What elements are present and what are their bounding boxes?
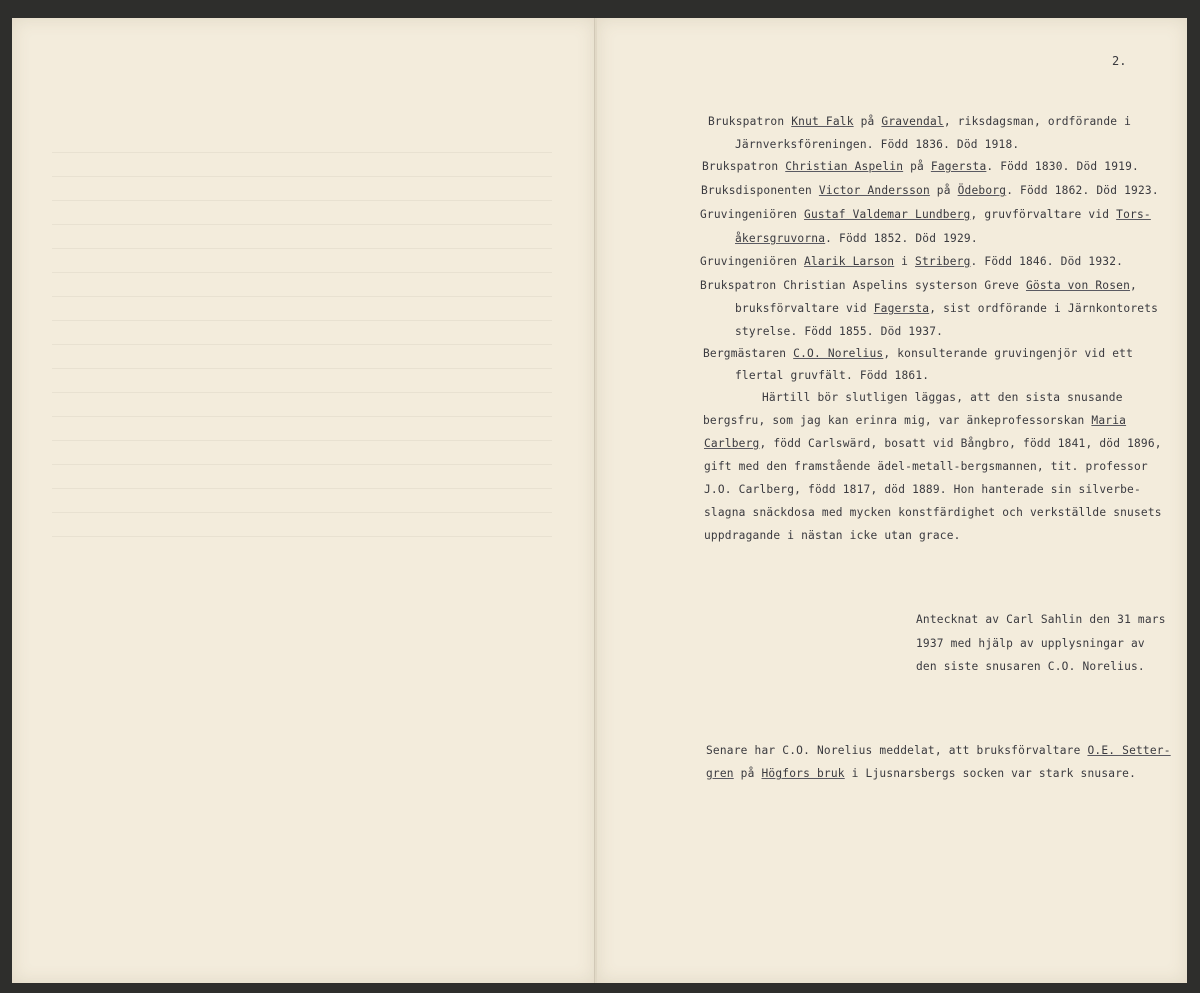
text-line	[735, 139, 1019, 150]
text-line	[703, 415, 1126, 426]
text-run: J.O. Carlberg, född 1817, död 1889. Hon hanterade sin silverbe-	[704, 483, 1141, 496]
text-run: . Född 1862. Död 1923.	[1006, 184, 1159, 197]
text-run: slagna snäckdosa med mycken konstfärdighet och verkställde snusets	[704, 506, 1162, 519]
page-number: 2.	[1112, 54, 1127, 68]
underlined-name: Striberg	[915, 255, 971, 268]
text-line	[735, 303, 1158, 314]
text-run: . Född 1852. Död 1929.	[825, 232, 978, 245]
text-run: Gruvingeniören	[700, 208, 805, 221]
underlined-name: Alarik Larson	[804, 255, 895, 268]
text-line	[916, 661, 1145, 672]
text-line	[708, 116, 1131, 127]
left-page	[12, 18, 595, 983]
text-line	[706, 745, 1171, 756]
text-run: bruksförvaltare vid	[735, 302, 874, 315]
text-run: styrelse. Född 1855. Död 1937.	[735, 325, 944, 338]
text-run: , sist ordförande i Järnkontorets	[929, 302, 1159, 315]
underlined-name: O.E. Setter-	[1087, 744, 1171, 757]
text-run: flertal gruvfält. Född 1861.	[735, 369, 930, 382]
text-run: , gruvförvaltare vid	[970, 208, 1117, 221]
text-run: 1937 med hjälp av upplysningar av	[916, 637, 1145, 650]
text-run: ,	[1130, 279, 1137, 292]
show-through-text	[52, 138, 552, 558]
text-line	[700, 256, 1123, 267]
underlined-name: Gustaf Valdemar Lundberg	[804, 208, 971, 221]
text-line	[916, 614, 1166, 625]
text-line	[703, 348, 1133, 359]
text-run: , riksdagsman, ordförande i	[943, 115, 1132, 128]
text-run: på	[929, 184, 958, 197]
text-run: den siste snusaren C.O. Norelius.	[916, 660, 1145, 673]
underlined-name: Fagersta	[930, 160, 987, 173]
text-run: Bruksdisponenten	[701, 184, 819, 197]
text-run: . Född 1846. Död 1932.	[970, 255, 1124, 268]
underlined-name: åkersgruvorna	[735, 232, 826, 245]
underlined-name: Victor Andersson	[818, 184, 930, 197]
text-line	[701, 185, 1159, 196]
underlined-name: gren	[706, 767, 734, 780]
underlined-name: Carlberg	[704, 437, 760, 450]
underlined-name: Maria	[1091, 414, 1127, 427]
text-run: uppdragande i nästan icke utan grace.	[704, 529, 961, 542]
text-line	[704, 507, 1162, 518]
underlined-name: C.O. Norelius	[793, 347, 884, 360]
text-line	[704, 438, 1162, 449]
text-line	[704, 530, 961, 541]
text-run: bergsfru, som jag kan erinra mig, var änkeprofessorskan	[703, 414, 1092, 427]
text-run: Gruvingeniören	[700, 255, 805, 268]
text-run: Brukspatron Christian Aspelins systerson Greve	[700, 279, 1026, 292]
text-run: Bergmästaren	[703, 347, 794, 360]
text-run: i Ljusnarsbergs socken var stark snusare.	[844, 767, 1137, 780]
text-run: gift med den framstående ädel-metall-bergsmannen, tit. professor	[704, 460, 1148, 473]
underlined-name: Fagersta	[873, 302, 930, 315]
text-run: Brukspatron	[702, 160, 786, 173]
underlined-name: Tors-	[1116, 208, 1151, 221]
text-run: , född Carlswärd, bosatt vid Bångbro, född 1841, död 1896,	[759, 437, 1162, 450]
text-run: Senare har C.O. Norelius meddelat, att bruksförvaltare	[706, 744, 1088, 757]
text-run: Brukspatron	[708, 115, 792, 128]
text-line	[704, 484, 1141, 495]
text-run: , konsulterande gruvingenjör vid ett	[883, 347, 1134, 360]
underlined-name: Gravendal	[881, 115, 944, 128]
text-line	[702, 161, 1139, 172]
text-line	[704, 461, 1148, 472]
text-run: Järnverksföreningen. Född 1836. Död 1918.	[735, 138, 1020, 151]
underlined-name: Christian Aspelin	[785, 160, 904, 173]
text-line	[700, 280, 1137, 291]
underlined-name: Ödeborg	[957, 184, 1007, 197]
text-run: i	[894, 255, 916, 268]
underlined-name: Högfors bruk	[761, 767, 845, 780]
text-run: . Född 1830. Död 1919.	[986, 160, 1139, 173]
text-run: på	[903, 160, 931, 173]
text-line	[706, 768, 1136, 779]
text-run: Antecknat av Carl Sahlin den 31 mars	[916, 613, 1166, 626]
text-line	[762, 392, 1123, 403]
text-run: Härtill bör slutligen läggas, att den sista snusande	[762, 391, 1123, 404]
text-run: på	[733, 767, 762, 780]
text-line	[735, 326, 943, 337]
text-line	[735, 370, 929, 381]
text-run: på	[853, 115, 882, 128]
text-line	[916, 638, 1145, 649]
underlined-name: Knut Falk	[791, 115, 854, 128]
text-line	[700, 209, 1151, 220]
underlined-name: Gösta von Rosen	[1025, 279, 1131, 292]
text-line	[735, 233, 978, 244]
